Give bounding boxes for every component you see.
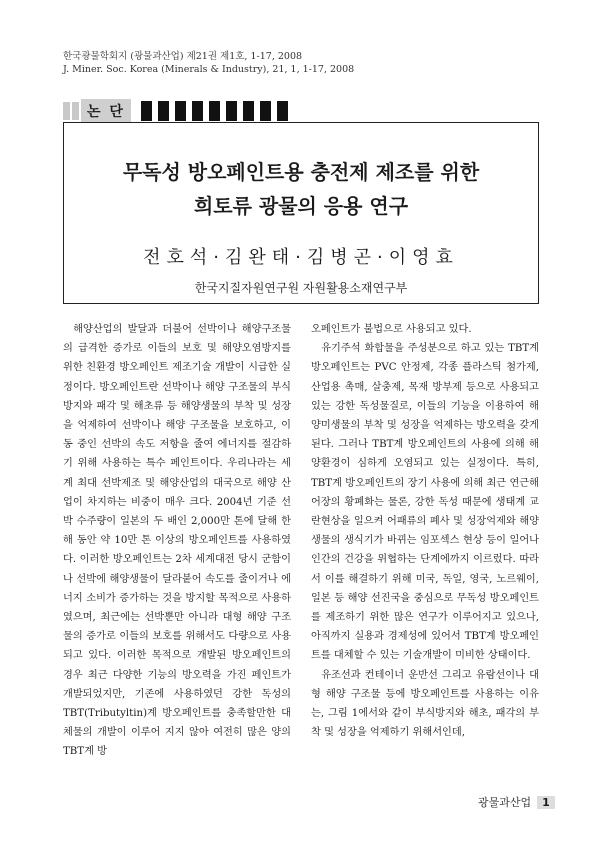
authors: 전호석·김완태·김병곤·이영효 bbox=[143, 247, 459, 268]
section-bar bbox=[63, 100, 294, 122]
header-line-english: J. Miner. Soc. Korea (Minerals & Industry), 21, 1, 1-17, 2008 bbox=[63, 64, 355, 75]
header-line-korean: 한국광물학회지 (광물과산업) 제21권 제1호, 1-17, 2008 bbox=[63, 51, 303, 62]
section-label: 논 단 bbox=[81, 99, 131, 123]
right-continuation: 오페인트가 불법으로 사용되고 있다. bbox=[311, 324, 472, 335]
page-footer bbox=[478, 794, 555, 810]
striped-decoration bbox=[141, 101, 294, 121]
paper-title bbox=[64, 155, 538, 223]
affiliation: 한국지질자원연구원 자원활용소재연구부 bbox=[194, 281, 408, 295]
footer-journal: 광물과산업 bbox=[478, 796, 532, 809]
left-column bbox=[63, 320, 291, 762]
right-paragraph-1: 유기주석 화합물을 주성분으로 하고 있는 TBT계 방오페인트는 PVC 안정제, 각종 플라스틱 첨가제, 산업용 촉매, 살충제, 목재 방부제 등으로 사용되고 있는 강한 독성물질로, 이들의 기능을 이용하여 해양미생물의 부착 및 성장을 억제하는 방오력을 갖게 된다. 그러나 TBT계 방오페인트의 사용에 의해 해양환경이 심하게 오염되고 있는 실정이다. 특히, TBT계 방오페인트의 장기 사용에 의해 최근 연근해 어장의 황폐화는 물론, 강한 독성 때문에 생태계 교란현상을 일으켜 어패류의 폐사 및 성장억제와 해양생물의 생식기가 바뀌는 임포섹스 현상 등이 일어나 인간의 건강을 위협하는 단계에까지 이르렀다. 따라서 이를 해결하기 위해 미국, 독일, 영국, 노르웨이, 일본 등 해양 선진국을 중심으로 무독성 방오페인트를 제조하기 위한 많은 연구가 이루어지고 있으나, 아직까지 실용과 경제성에 있어서 TBT계 방오페인트를 대체할 수 있는 기술개발이 미비한 상태이다. bbox=[311, 343, 539, 662]
left-paragraph-1: 해양산업의 발달과 더불어 선박이나 해양구조물의 급격한 증가로 이들의 보호 및 해양오염방지를 위한 친환경 방오페인트 제조기술 개발이 시급한 실정이다. 방오페인트란 선박이나 해양 구조물의 부식방지와 패각 및 해초류 등 해양생물의 부착 및 성장을 억제하여 선박이나 해양 구조물을 보호하고, 이동 중인 선박의 속도 저항을 줄여 에너지를 절감하기 위해 사용하는 특수 페인트이다. 우리나라는 세계 최대 선박제조 및 해양산업의 대국으로 해양 산업이 차지하는 비중이 매우 크다. 2004년 기준 선박 수주량이 일본의 두 배인 2,000만 톤에 달해 한 해 동안 약 10만 톤 이상의 방오페인트를 사용하였다. 이러한 방오페인트는 2차 세계대전 당시 군함이나 선박에 해양생물이 달라붙어 속도를 줄이거나 에너지 소비가 증가하는 것을 방지할 목적으로 사용하였으며, 최근에는 선박뿐만 아니라 대형 해양 구조물의 증가로 이들의 보호를 위해서도 다량으로 사용되고 있다. 이러한 목적으로 개발된 방오페인트의 경우 최근 다양한 기능의 방오력을 가진 페인트가 개발되었지만, 기존에 사용하였던 강한 독성의 TBT(Tributyltin)계 방오페인트를 충족할만한 대체물의 개발이 이루어 지지 않아 여전히 많은 양의 TBT계 방 bbox=[63, 324, 291, 758]
journal-header bbox=[63, 50, 354, 76]
title-box bbox=[63, 122, 539, 304]
title-line-1: 무독성 방오페인트용 충전제 제조를 위한 bbox=[122, 160, 480, 184]
right-paragraph-2: 유조선과 컨테이너 운반선 그리고 유람선이나 대형 해양 구조물 등에 방오페인트를 사용하는 이유는, 그림 1에서와 같이 부식방지와 해초, 패각의 부착 및 성장을 억제하기 위해서인데, bbox=[311, 669, 539, 739]
page-number: 1 bbox=[537, 796, 555, 809]
dotted-decoration bbox=[63, 102, 81, 120]
right-column bbox=[311, 320, 539, 742]
title-line-2: 희토류 광물의 응용 연구 bbox=[193, 194, 409, 218]
